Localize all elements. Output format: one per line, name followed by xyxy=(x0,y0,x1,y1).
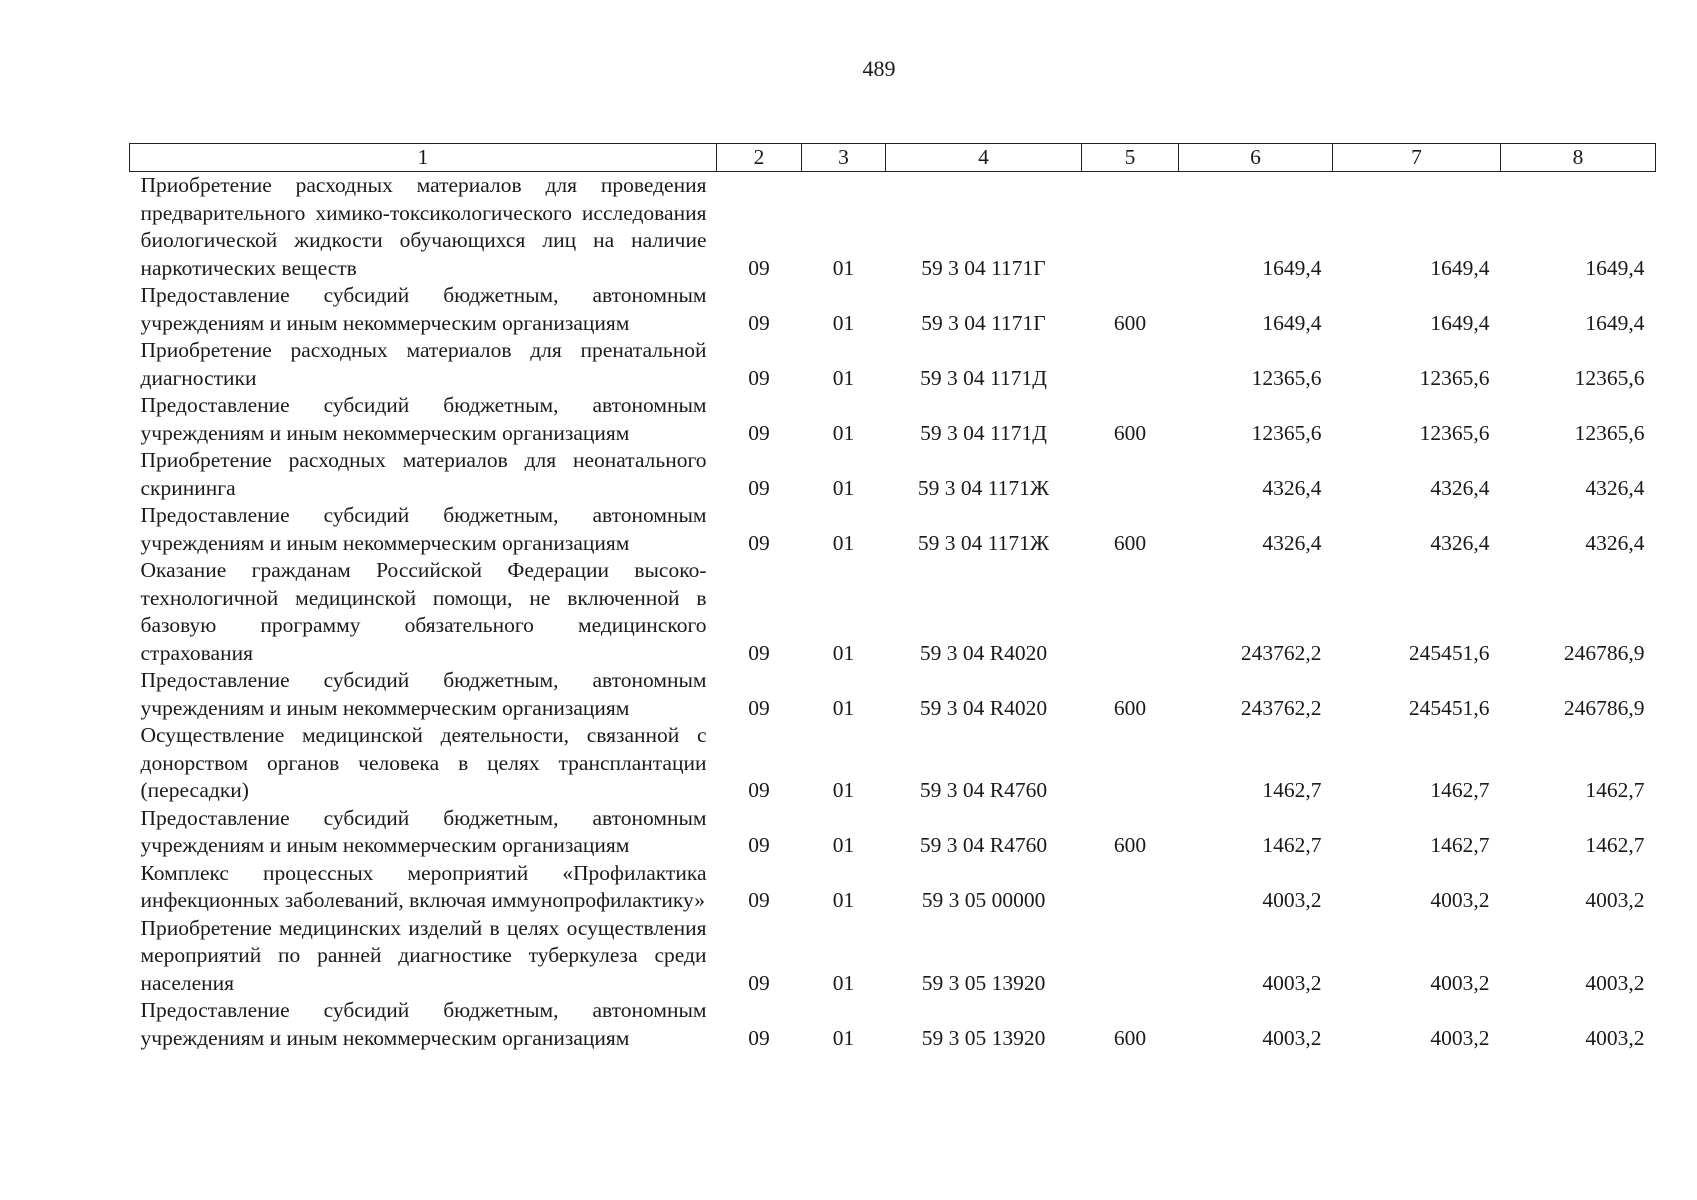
header-col-2: 2 xyxy=(717,144,802,172)
cell-expense-type xyxy=(1082,722,1179,805)
header-col-4: 4 xyxy=(886,144,1082,172)
header-col-5: 5 xyxy=(1082,144,1179,172)
cell-section: 09 xyxy=(748,833,770,857)
cell-amount-year-1: 12365,6 xyxy=(1251,420,1322,445)
cell-subsection: 01 xyxy=(832,778,855,802)
cell-target-article: 59 3 04 1171Г xyxy=(921,310,1046,335)
cell-section: 09 xyxy=(748,970,770,995)
cell-expense-type: 600 xyxy=(1113,420,1147,445)
cell-amount-year-1: 243762,2 xyxy=(1240,640,1322,665)
cell-amount-year-3: 246786,9 xyxy=(1563,695,1645,720)
cell-expense-type: 600 xyxy=(1113,695,1147,720)
cell-amount-year-2: 1462,7 xyxy=(1430,778,1490,802)
cell-section: 09 xyxy=(748,1025,770,1050)
cell-section: 09 xyxy=(748,530,770,555)
cell-amount-year-3: 12365,6 xyxy=(1574,365,1645,390)
cell-target-article: 59 3 04 1171Д xyxy=(920,365,1047,390)
cell-amount-year-1: 4003,2 xyxy=(1262,970,1322,995)
cell-amount-year-3: 1649,4 xyxy=(1585,310,1645,335)
cell-amount-year-1: 1462,7 xyxy=(1262,778,1322,802)
cell-amount-year-3: 4003,2 xyxy=(1585,970,1645,995)
cell-expense-type: 600 xyxy=(1113,1025,1147,1050)
cell-section: 09 xyxy=(748,888,770,912)
cell-amount-year-3: 4326,4 xyxy=(1585,530,1645,555)
cell-amount-year-1: 1462,7 xyxy=(1262,833,1322,857)
cell-amount-year-3: 1462,7 xyxy=(1585,833,1645,857)
table-row xyxy=(130,667,1656,722)
table-row xyxy=(130,337,1656,392)
cell-target-article: 59 3 04 1171Г xyxy=(921,255,1046,280)
cell-amount-year-1: 1649,4 xyxy=(1262,310,1322,335)
cell-section: 09 xyxy=(748,420,770,445)
cell-amount-year-2: 4003,2 xyxy=(1430,1025,1490,1050)
cell-target-article: 59 3 04 R4760 xyxy=(919,833,1048,857)
row-description: Оказание гражданам Российской Федерации высокотехнологичной медицинской помощи, не включенной в базовую программу обязательного медицинского страхования xyxy=(140,558,707,665)
cell-amount-year-3: 4003,2 xyxy=(1585,1025,1645,1050)
cell-expense-type: 600 xyxy=(1113,310,1147,335)
header-col-1: 1 xyxy=(130,144,717,172)
table-row xyxy=(130,805,1656,860)
cell-amount-year-3: 12365,6 xyxy=(1574,420,1645,445)
cell-subsection: 01 xyxy=(832,640,855,665)
cell-target-article: 59 3 05 13920 xyxy=(921,970,1046,995)
cell-amount-year-1: 1649,4 xyxy=(1262,255,1322,280)
cell-amount-year-2: 4003,2 xyxy=(1430,970,1490,995)
cell-amount-year-2: 1649,4 xyxy=(1430,310,1490,335)
cell-section: 09 xyxy=(748,255,770,280)
cell-section: 09 xyxy=(748,695,770,720)
cell-target-article: 59 3 04 R4020 xyxy=(919,695,1048,720)
cell-subsection: 01 xyxy=(832,310,855,335)
cell-target-article: 59 3 05 00000 xyxy=(921,888,1046,912)
cell-section: 09 xyxy=(748,365,770,390)
table-row xyxy=(130,392,1656,447)
cell-expense-type: 600 xyxy=(1113,530,1147,555)
cell-amount-year-2: 245451,6 xyxy=(1408,640,1490,665)
cell-amount-year-1: 4003,2 xyxy=(1262,888,1322,912)
cell-subsection: 01 xyxy=(832,530,855,555)
cell-amount-year-3: 1649,4 xyxy=(1585,255,1645,280)
row-description: Осуществление медицинской деятельности, связанной с донорством органов человека в целях трансплантации (пересадки) xyxy=(140,723,707,802)
cell-amount-year-2: 4326,4 xyxy=(1430,530,1490,555)
cell-amount-year-1: 4326,4 xyxy=(1262,530,1322,555)
cell-amount-year-1: 4003,2 xyxy=(1262,1025,1322,1050)
table-body xyxy=(130,172,1656,1053)
row-description: Приобретение расходных материалов для пренатальной диагностики xyxy=(140,338,707,390)
cell-target-article: 59 3 04 R4020 xyxy=(919,640,1048,665)
row-description: Предоставление субсидий бюджетным, автономным учреждениям и иным некоммерческим организациям xyxy=(140,503,707,555)
table-row xyxy=(130,447,1656,502)
cell-amount-year-2: 4326,4 xyxy=(1430,475,1490,500)
cell-target-article: 59 3 04 1171Ж xyxy=(917,475,1050,500)
cell-amount-year-3: 4003,2 xyxy=(1585,888,1645,912)
cell-amount-year-3: 246786,9 xyxy=(1563,640,1645,665)
cell-target-article: 59 3 05 13920 xyxy=(921,1025,1046,1050)
table-row xyxy=(130,172,1656,283)
cell-expense-type xyxy=(1082,915,1179,998)
cell-amount-year-2: 1649,4 xyxy=(1430,255,1490,280)
cell-target-article: 59 3 04 1171Д xyxy=(920,420,1047,445)
cell-expense-type xyxy=(1082,172,1179,283)
table-row xyxy=(130,722,1656,805)
cell-section: 09 xyxy=(748,778,770,802)
row-description: Предоставление субсидий бюджетным, автономным учреждениям и иным некоммерческим организациям xyxy=(140,805,707,857)
row-description: Предоставление субсидий бюджетным, автономным учреждениям и иным некоммерческим организациям xyxy=(140,668,707,720)
cell-subsection: 01 xyxy=(832,420,855,445)
cell-expense-type xyxy=(1082,447,1179,502)
cell-subsection: 01 xyxy=(832,365,855,390)
header-col-3: 3 xyxy=(802,144,886,172)
header-col-7: 7 xyxy=(1333,144,1501,172)
cell-section: 09 xyxy=(748,640,770,665)
page-number: 489 xyxy=(862,56,896,81)
cell-amount-year-3: 4326,4 xyxy=(1585,475,1645,500)
cell-target-article: 59 3 04 1171Ж xyxy=(917,530,1050,555)
header-col-6: 6 xyxy=(1179,144,1333,172)
row-description: Приобретение расходных материалов для проведения предварительного химико-токсикологического исследования биологической жидкости обучающихся лиц на наличие наркотических веществ xyxy=(140,173,707,280)
header-row xyxy=(130,144,1656,172)
cell-amount-year-2: 1462,7 xyxy=(1430,833,1490,857)
cell-subsection: 01 xyxy=(832,255,855,280)
cell-expense-type xyxy=(1082,860,1179,915)
cell-amount-year-2: 245451,6 xyxy=(1408,695,1490,720)
row-description: Комплекс процессных мероприятий «Профилактика инфекционных заболеваний, включая иммунопрофилактику» xyxy=(140,860,707,912)
table-row xyxy=(130,915,1656,998)
cell-subsection: 01 xyxy=(832,888,855,912)
cell-subsection: 01 xyxy=(832,475,855,500)
row-description: Предоставление субсидий бюджетным, автономным учреждениям и иным некоммерческим организациям xyxy=(140,283,707,335)
row-description: Приобретение расходных материалов для неонатального скрининга xyxy=(140,448,707,500)
table-row xyxy=(130,860,1656,915)
cell-amount-year-1: 243762,2 xyxy=(1240,695,1322,720)
row-description: Предоставление субсидий бюджетным, автономным учреждениям и иным некоммерческим организациям xyxy=(140,393,707,445)
cell-target-article: 59 3 04 R4760 xyxy=(919,778,1048,802)
cell-expense-type xyxy=(1082,557,1179,667)
cell-amount-year-1: 12365,6 xyxy=(1251,365,1322,390)
cell-expense-type xyxy=(1082,337,1179,392)
table-row xyxy=(130,282,1656,337)
cell-section: 09 xyxy=(748,475,770,500)
budget-table xyxy=(129,143,1656,1052)
table-row xyxy=(130,557,1656,667)
cell-section: 09 xyxy=(748,310,770,335)
cell-amount-year-2: 12365,6 xyxy=(1419,420,1490,445)
cell-amount-year-2: 4003,2 xyxy=(1430,888,1490,912)
cell-amount-year-1: 4326,4 xyxy=(1262,475,1322,500)
cell-subsection: 01 xyxy=(832,833,855,857)
cell-amount-year-3: 1462,7 xyxy=(1585,778,1645,802)
cell-amount-year-2: 12365,6 xyxy=(1419,365,1490,390)
header-col-8: 8 xyxy=(1501,144,1656,172)
cell-subsection: 01 xyxy=(832,970,855,995)
cell-expense-type: 600 xyxy=(1113,833,1147,857)
table-header xyxy=(130,144,1656,172)
table-row xyxy=(130,502,1656,557)
cell-subsection: 01 xyxy=(832,695,855,720)
table-row xyxy=(130,997,1656,1052)
cell-subsection: 01 xyxy=(832,1025,855,1050)
row-description: Приобретение медицинских изделий в целях осуществления мероприятий по ранней диагностике туберкулеза среди населения xyxy=(140,915,707,995)
row-description: Предоставление субсидий бюджетным, автономным учреждениям и иным некоммерческим организациям xyxy=(140,998,707,1050)
